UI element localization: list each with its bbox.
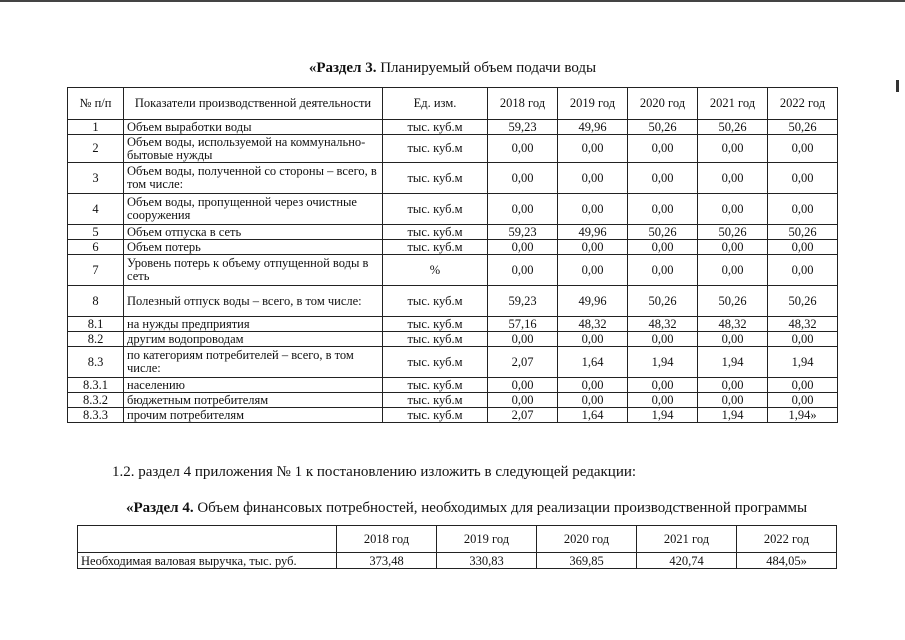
value-cell: 59,23 — [488, 120, 558, 135]
table-row — [68, 286, 838, 317]
unit-cell: % — [383, 255, 488, 286]
header-year-2021: 2021 год — [698, 88, 768, 120]
value-cell: 0,00 — [768, 255, 838, 286]
value-cell: 0,00 — [558, 393, 628, 408]
value-cell: 1,94 — [628, 347, 698, 378]
value-cell: 0,00 — [558, 163, 628, 194]
header-year-2021: 2021 год — [637, 526, 737, 553]
value-cell: 330,83 — [437, 553, 537, 569]
value-cell: 57,16 — [488, 317, 558, 332]
value-cell: 0,00 — [768, 378, 838, 393]
row-number: 8.3.3 — [68, 408, 124, 423]
value-cell: 49,96 — [558, 120, 628, 135]
header-num: № п/п — [68, 88, 124, 120]
unit-cell: тыс. куб.м — [383, 378, 488, 393]
section-3-title — [0, 60, 905, 77]
indicator-name: Объем выработки воды — [124, 120, 383, 135]
value-cell: 0,00 — [628, 378, 698, 393]
value-cell: 1,94 — [698, 408, 768, 423]
value-cell: 1,94» — [768, 408, 838, 423]
section-4-title-text: Объем финансовых потребностей, необходимых для реализации производственной программы — [193, 500, 808, 516]
value-cell: 1,64 — [558, 347, 628, 378]
row-number: 8.1 — [68, 317, 124, 332]
value-cell: 0,00 — [628, 194, 698, 225]
value-cell: 0,00 — [698, 135, 768, 163]
row-label: Необходимая валовая выручка, тыс. руб. — [78, 553, 337, 569]
header-blank — [78, 526, 337, 553]
row-number: 8 — [68, 286, 124, 317]
indicator-name: Объем воды, используемой на коммунально-бытовые нужды — [124, 135, 383, 163]
indicator-name: Объем потерь — [124, 240, 383, 255]
value-cell: 0,00 — [768, 135, 838, 163]
row-number: 6 — [68, 240, 124, 255]
value-cell: 0,00 — [558, 135, 628, 163]
value-cell: 48,32 — [558, 317, 628, 332]
value-cell: 0,00 — [488, 135, 558, 163]
value-cell: 1,64 — [558, 408, 628, 423]
header-year-2022: 2022 год — [737, 526, 837, 553]
value-cell: 420,74 — [637, 553, 737, 569]
unit-cell: тыс. куб.м — [383, 225, 488, 240]
value-cell: 0,00 — [698, 378, 768, 393]
value-cell: 50,26 — [628, 225, 698, 240]
value-cell: 2,07 — [488, 408, 558, 423]
header-year-2020: 2020 год — [537, 526, 637, 553]
table-row — [68, 347, 838, 378]
header-year-2019: 2019 год — [558, 88, 628, 120]
row-number: 8.3.2 — [68, 393, 124, 408]
value-cell: 0,00 — [698, 393, 768, 408]
value-cell: 50,26 — [768, 120, 838, 135]
value-cell: 0,00 — [698, 163, 768, 194]
section-4-title-prefix: «Раздел 4. — [126, 500, 194, 516]
indicator-name: на нужды предприятия — [124, 317, 383, 332]
row-number: 2 — [68, 135, 124, 163]
value-cell: 49,96 — [558, 286, 628, 317]
unit-cell: тыс. куб.м — [383, 408, 488, 423]
value-cell: 0,00 — [698, 255, 768, 286]
value-cell: 0,00 — [768, 332, 838, 347]
section-3-title-text: Планируемый объем подачи воды — [376, 60, 597, 76]
section-4-title — [126, 500, 807, 517]
unit-cell: тыс. куб.м — [383, 240, 488, 255]
value-cell: 59,23 — [488, 286, 558, 317]
header-year-2018: 2018 год — [337, 526, 437, 553]
header-year-2020: 2020 год — [628, 88, 698, 120]
value-cell: 0,00 — [488, 194, 558, 225]
value-cell: 0,00 — [698, 194, 768, 225]
row-number: 5 — [68, 225, 124, 240]
row-number: 3 — [68, 163, 124, 194]
value-cell: 1,94 — [768, 347, 838, 378]
indicator-name: по категориям потребителей – всего, в том числе: — [124, 347, 383, 378]
value-cell: 0,00 — [488, 255, 558, 286]
value-cell: 484,05» — [737, 553, 837, 569]
value-cell: 50,26 — [628, 286, 698, 317]
table-header-row — [78, 526, 837, 553]
indicator-name: другим водопроводам — [124, 332, 383, 347]
margin-mark — [896, 80, 899, 92]
value-cell: 0,00 — [768, 163, 838, 194]
table-row — [68, 194, 838, 225]
value-cell: 48,32 — [628, 317, 698, 332]
row-number: 4 — [68, 194, 124, 225]
value-cell: 59,23 — [488, 225, 558, 240]
value-cell: 0,00 — [488, 163, 558, 194]
table-row — [68, 393, 838, 408]
value-cell: 0,00 — [488, 393, 558, 408]
value-cell: 1,94 — [698, 347, 768, 378]
value-cell: 0,00 — [768, 194, 838, 225]
unit-cell: тыс. куб.м — [383, 163, 488, 194]
value-cell: 0,00 — [628, 393, 698, 408]
value-cell: 0,00 — [558, 255, 628, 286]
top-border-line — [0, 0, 905, 2]
value-cell: 0,00 — [558, 378, 628, 393]
value-cell: 0,00 — [558, 240, 628, 255]
indicator-name: Объем отпуска в сеть — [124, 225, 383, 240]
value-cell: 0,00 — [488, 240, 558, 255]
unit-cell: тыс. куб.м — [383, 135, 488, 163]
table-row — [68, 240, 838, 255]
value-cell: 0,00 — [698, 332, 768, 347]
row-number: 7 — [68, 255, 124, 286]
table-header-row — [68, 88, 838, 120]
value-cell: 0,00 — [628, 255, 698, 286]
unit-cell: тыс. куб.м — [383, 194, 488, 225]
header-year-2018: 2018 год — [488, 88, 558, 120]
table-row — [78, 553, 837, 569]
value-cell: 373,48 — [337, 553, 437, 569]
value-cell: 0,00 — [628, 135, 698, 163]
section-3-title-prefix: «Раздел 3. — [308, 60, 377, 76]
value-cell: 0,00 — [558, 194, 628, 225]
indicator-name: Объем воды, пропущенной через очистные сооружения — [124, 194, 383, 225]
unit-cell: тыс. куб.м — [383, 120, 488, 135]
unit-cell: тыс. куб.м — [383, 393, 488, 408]
row-number: 1 — [68, 120, 124, 135]
unit-cell: тыс. куб.м — [383, 286, 488, 317]
value-cell: 0,00 — [768, 240, 838, 255]
value-cell: 48,32 — [698, 317, 768, 332]
value-cell: 1,94 — [628, 408, 698, 423]
indicator-name: прочим потребителям — [124, 408, 383, 423]
row-number: 8.2 — [68, 332, 124, 347]
table-row — [68, 408, 838, 423]
value-cell: 0,00 — [488, 378, 558, 393]
table-row — [68, 135, 838, 163]
indicator-name: бюджетным потребителям — [124, 393, 383, 408]
section-3-table — [67, 87, 838, 423]
value-cell: 0,00 — [698, 240, 768, 255]
value-cell: 0,00 — [628, 240, 698, 255]
table-row — [68, 163, 838, 194]
value-cell: 49,96 — [558, 225, 628, 240]
indicator-name: Уровень потерь к объему отпущенной воды в сеть — [124, 255, 383, 286]
indicator-name: Полезный отпуск воды – всего, в том числе: — [124, 286, 383, 317]
unit-cell: тыс. куб.м — [383, 332, 488, 347]
value-cell: 369,85 — [537, 553, 637, 569]
header-year-2022: 2022 год — [768, 88, 838, 120]
value-cell: 0,00 — [488, 332, 558, 347]
value-cell: 50,26 — [768, 225, 838, 240]
table-row — [68, 120, 838, 135]
value-cell: 2,07 — [488, 347, 558, 378]
table-row — [68, 317, 838, 332]
value-cell: 0,00 — [628, 163, 698, 194]
table-row — [68, 378, 838, 393]
table-row — [68, 225, 838, 240]
value-cell: 0,00 — [768, 393, 838, 408]
value-cell: 50,26 — [768, 286, 838, 317]
indicator-name: населению — [124, 378, 383, 393]
header-year-2019: 2019 год — [437, 526, 537, 553]
value-cell: 0,00 — [628, 332, 698, 347]
value-cell: 48,32 — [768, 317, 838, 332]
value-cell: 0,00 — [558, 332, 628, 347]
value-cell: 50,26 — [698, 286, 768, 317]
paragraph-1-2: 1.2. раздел 4 приложения № 1 к постановлению изложить в следующей редакции: — [112, 464, 637, 480]
header-unit: Ед. изм. — [383, 88, 488, 120]
table-row — [68, 255, 838, 286]
section-4-table — [77, 525, 837, 569]
table-row — [68, 332, 838, 347]
unit-cell: тыс. куб.м — [383, 317, 488, 332]
indicator-name: Объем воды, полученной со стороны – всего, в том числе: — [124, 163, 383, 194]
row-number: 8.3 — [68, 347, 124, 378]
value-cell: 50,26 — [628, 120, 698, 135]
header-indicator: Показатели производственной деятельности — [124, 88, 383, 120]
row-number: 8.3.1 — [68, 378, 124, 393]
unit-cell: тыс. куб.м — [383, 347, 488, 378]
value-cell: 50,26 — [698, 225, 768, 240]
value-cell: 50,26 — [698, 120, 768, 135]
